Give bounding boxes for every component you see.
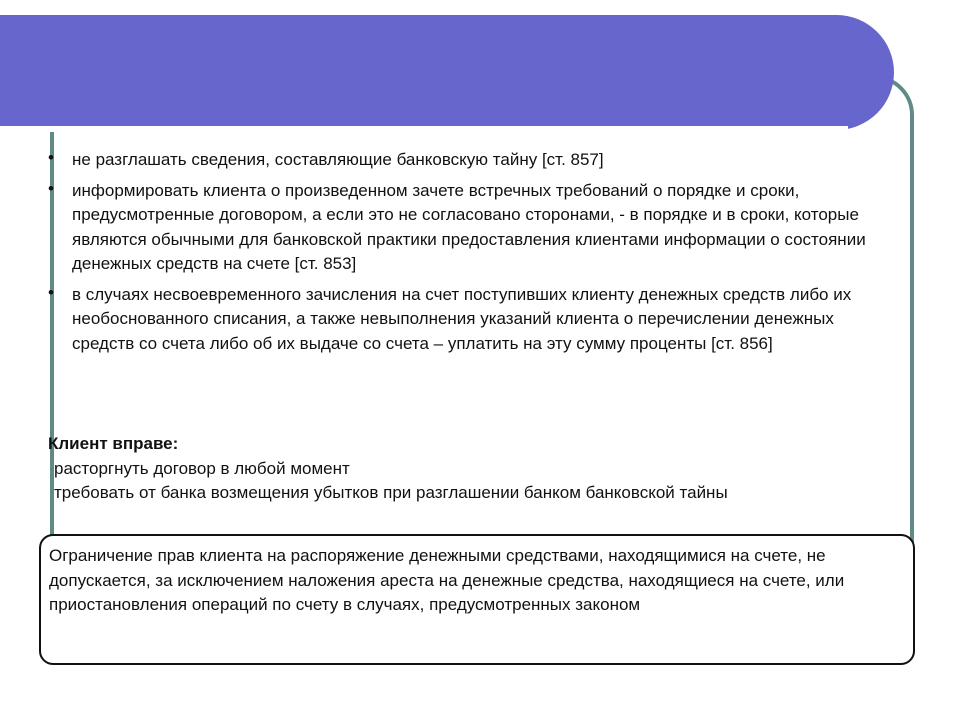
bullet-icon: •: [48, 148, 54, 167]
bullet-icon: •: [48, 178, 54, 198]
title-banner: [0, 15, 894, 130]
client-right-item: требовать от банка возмещения убытков при разглашении банком банковской тайны: [54, 483, 728, 502]
bank-obligations-list: [48, 148, 898, 362]
restriction-note-text: Ограничение прав клиента на распоряжение денежными средствами, находящимися на счете, не допускается, за исключением наложения ареста на денежные средства, находящиеся на счете, или приостановления операций по счету в случаях, предусмотренных законом: [49, 546, 845, 614]
list-item-text: в случаях несвоевременного зачисления на счет поступивших клиенту денежных средств либо их необоснованного списания, а также невыполнения указаний клиента о перечислении денежных средств со счета либо об их выдаче со счета – уплатить на эту сумму проценты [ст. 856]: [72, 284, 852, 353]
client-rights-heading: Клиент вправе:: [48, 434, 179, 453]
list-item-text: не разглашать сведения, составляющие банковскую тайну [ст. 857]: [72, 150, 604, 169]
list-item: [48, 179, 898, 277]
restriction-note: [39, 534, 915, 665]
list-item-text: информировать клиента о произведенном зачете встречных требований о порядке и сроки, предусмотренные договором, а если это не согласовано сторонами, - в порядке и в сроки, которые являются обычными для банковской практики предоставления клиентами информации о состоянии денежных средств на счете [ст. 853]: [72, 180, 866, 273]
bullet-icon: •: [48, 282, 54, 302]
title-divider: [0, 126, 848, 132]
list-item: [48, 283, 898, 357]
list-item: [48, 148, 898, 173]
client-rights: [48, 432, 908, 506]
client-right-item: расторгнуть договор в любой момент: [54, 458, 350, 478]
